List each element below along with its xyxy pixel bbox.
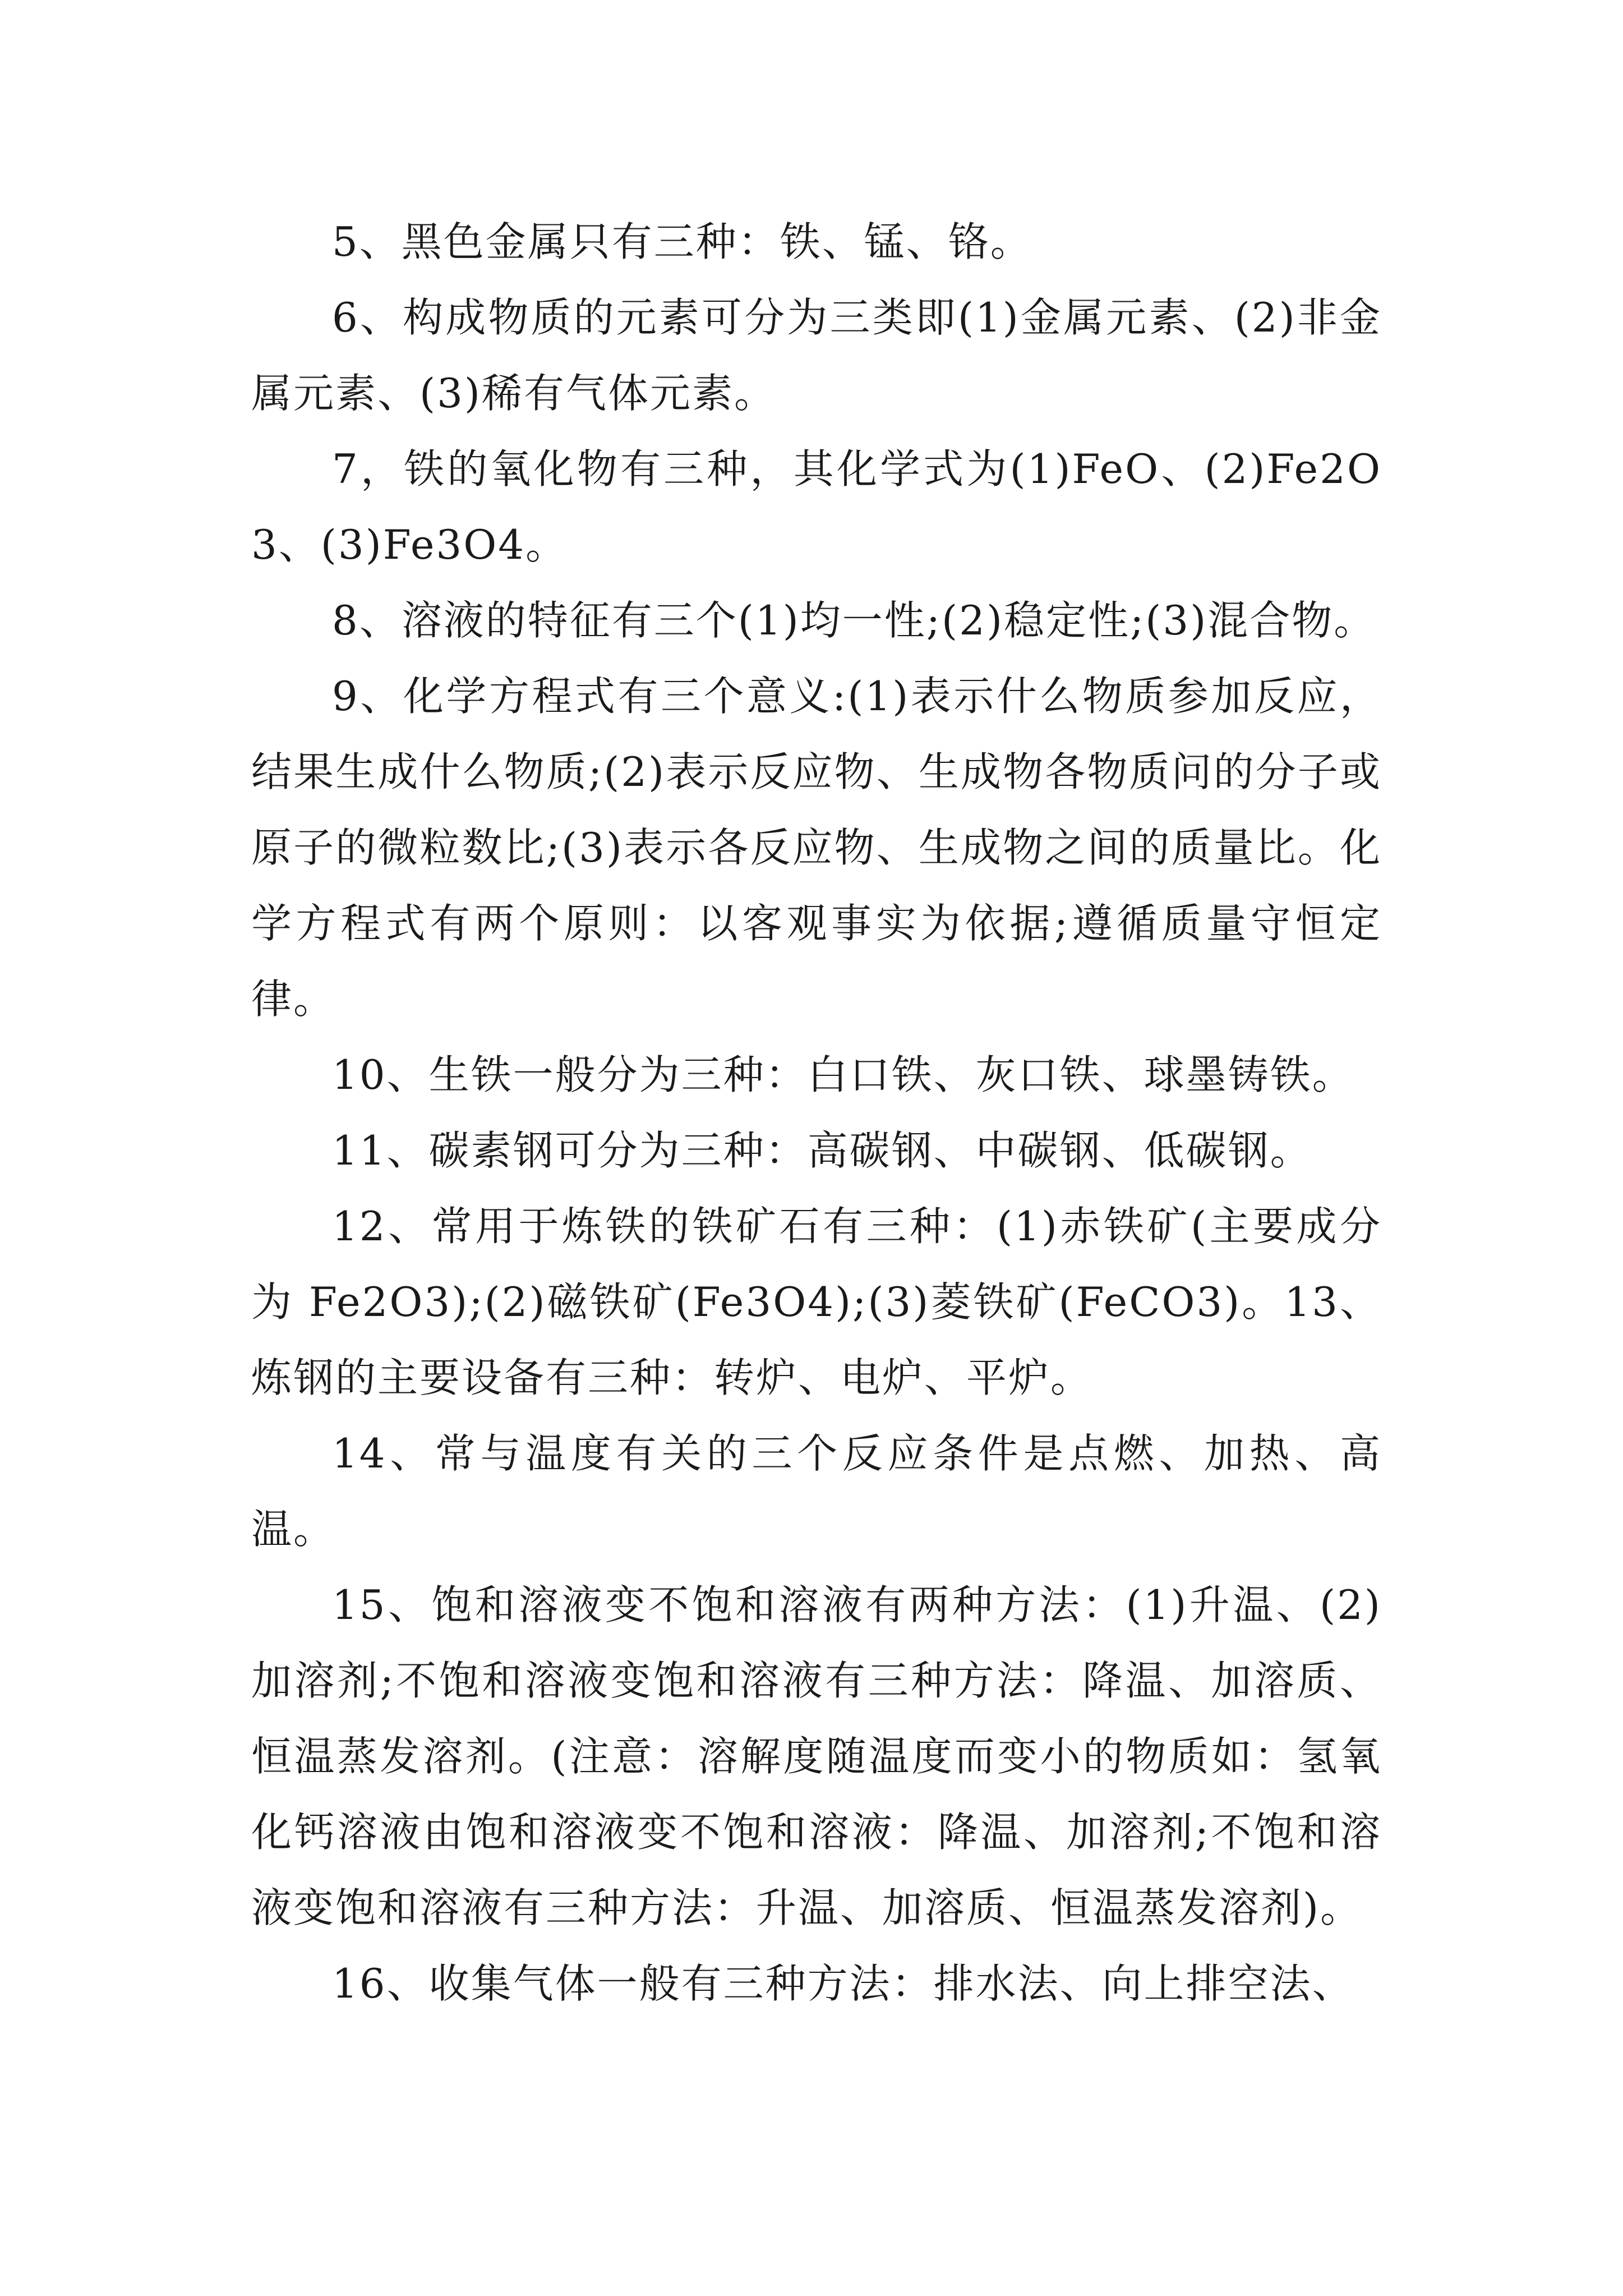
paragraph-14: 14、常与温度有关的三个反应条件是点燃、加热、高温。 [251, 1430, 1382, 1553]
paragraph-16: 16、收集气体一般有三种方法：排水法、向上排空法、 [332, 1960, 1354, 2007]
paragraph-9: 9、化学方程式有三个意义:(1)表示什么物质参加反应，结果生成什么物质;(2)表示反应物、生成物各物质问的分子或原子的微粒数比;(3)表示各反应物、生成物之间的质量比。化学方程式有两个原则：以客观事实为依据;遵循质量守恒定律。 [251, 673, 1382, 1023]
paragraph-15: 15、饱和溶液变不饱和溶液有两种方法：(1)升温、(2)加溶剂;不饱和溶液变饱和溶液有三种方法：降温、加溶质、恒温蒸发溶剂。(注意：溶解度随温度而变小的物质如：氢氧化钙溶液由饱和溶液变不饱和溶液：降温、加溶剂;不饱和溶液变饱和溶液有三种方法：升温、加溶质、恒温蒸发溶剂)。 [251, 1581, 1382, 1931]
paragraph-12-13: 12、常用于炼铁的铁矿石有三种：(1)赤铁矿(主要成分为 Fe2O3);(2)磁铁矿(Fe3O4);(3)菱铁矿(FeCO3)。13、炼钢的主要设备有三种：转炉、电炉、平炉。 [251, 1203, 1382, 1401]
paragraph-11: 11、碳素钢可分为三种：高碳钢、中碳钢、低碳钢。 [332, 1127, 1312, 1174]
paragraph-6: 6、构成物质的元素可分为三类即(1)金属元素、(2)非金属元素、(3)稀有气体元素。 [251, 294, 1382, 417]
paragraph-5: 5、黑色金属只有三种：铁、锰、铬。 [332, 218, 1032, 265]
paragraph-8: 8、溶液的特征有三个(1)均一性;(2)稳定性;(3)混合物。 [332, 597, 1376, 644]
document-body [251, 204, 1382, 2022]
paragraph-7: 7，铁的氧化物有三种，其化学式为(1)FeO、(2)Fe2O3、(3)Fe3O4。 [251, 445, 1382, 568]
paragraph-10: 10、生铁一般分为三种：白口铁、灰口铁、球墨铸铁。 [332, 1051, 1354, 1098]
